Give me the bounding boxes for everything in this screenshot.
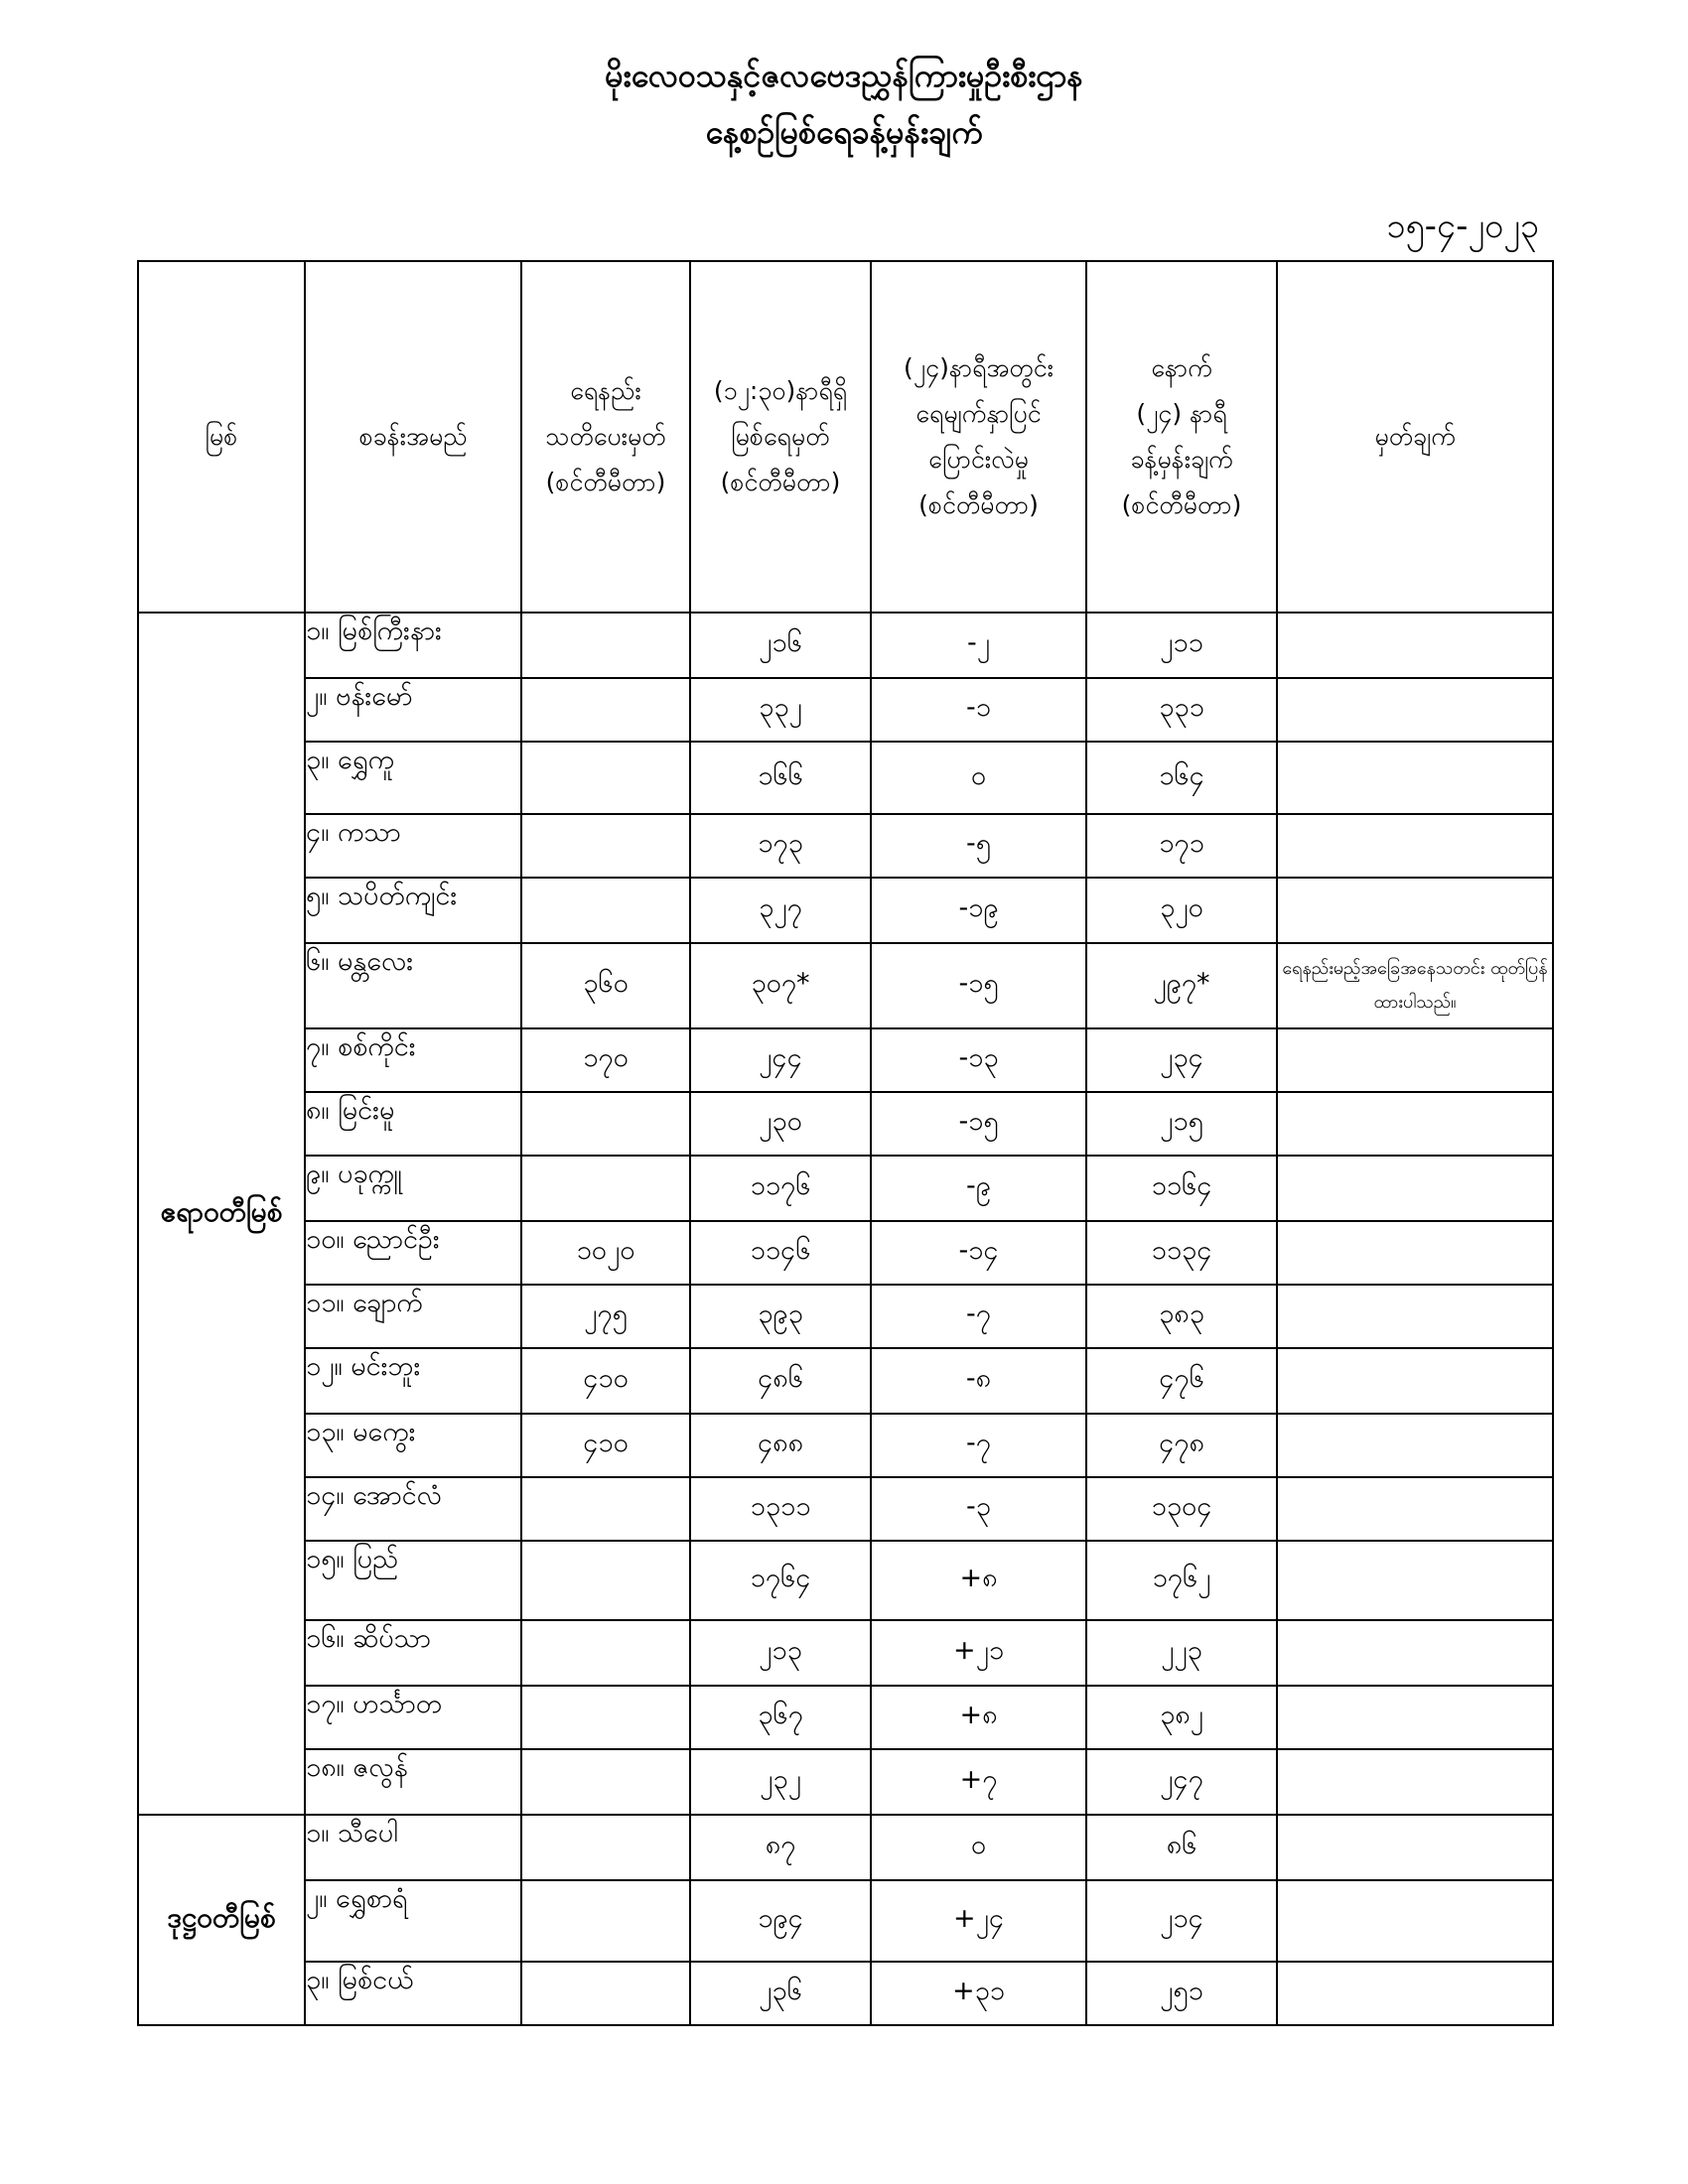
table-row (138, 1962, 1553, 2025)
forecast-level: ၂၄၇ (1086, 1749, 1277, 1815)
table-row (138, 1477, 1553, 1541)
level-change: -၈ (871, 1348, 1086, 1414)
station-name: ၇။ စစ်ကိုင်း (305, 1028, 521, 1092)
river-header: မြစ် (138, 261, 305, 613)
table-row (138, 1156, 1553, 1221)
level-change: +၂၄ (871, 1880, 1086, 1962)
table-row (138, 1686, 1553, 1749)
station-name: ၁၁။ ချောက် (305, 1285, 521, 1348)
table-row (138, 1221, 1553, 1285)
report-date: ၁၅-၄-၂၀၂၃ (1386, 206, 1539, 246)
station-name: ၁၅။ ပြည် (305, 1541, 521, 1620)
level-change: -၁ (871, 678, 1086, 742)
table-row (138, 943, 1553, 1028)
level-change: -၇ (871, 1414, 1086, 1477)
current-level: ၃၆၇ (690, 1686, 871, 1749)
station-name: ၂။ ဗန်းမော် (305, 678, 521, 742)
station-name: ၁၆။ ဆိပ်သာ (305, 1620, 521, 1686)
current-level: ၁၃၁၁ (690, 1477, 871, 1541)
forecast-level: ၁၁၆၄ (1086, 1156, 1277, 1221)
danger-level: ၁၇၀ (521, 1028, 690, 1092)
danger-level (521, 1620, 690, 1686)
station-name: ၅။ သပိတ်ကျင်း (305, 878, 521, 943)
station-name: ၈။ မြင်းမူ (305, 1092, 521, 1156)
danger-level (521, 1880, 690, 1962)
danger-level: ၄၁၀ (521, 1348, 690, 1414)
table-row (138, 1620, 1553, 1686)
level-change: +၇ (871, 1749, 1086, 1815)
current-level: ၂၃၀ (690, 1092, 871, 1156)
level-change: -၇ (871, 1285, 1086, 1348)
danger-level (521, 1092, 690, 1156)
table-row (138, 1285, 1553, 1348)
danger-level (521, 1815, 690, 1880)
remark (1277, 1156, 1553, 1221)
remark: ရေနည်းမည့်အခြေအနေသတင်း ထုတ်ပြန်ထားပါသည်။ (1277, 943, 1553, 1028)
table-row (138, 1348, 1553, 1414)
danger-level (521, 613, 690, 678)
remark (1277, 1686, 1553, 1749)
header-row (138, 261, 1553, 613)
danger-level (521, 1749, 690, 1815)
report-title: နေ့စဉ်မြစ်ရေခန့်မှန်းချက် (705, 113, 983, 151)
table-row (138, 742, 1553, 814)
current-level: ၈၇ (690, 1815, 871, 1880)
level-change: -၃ (871, 1477, 1086, 1541)
current-level: ၁၁၄၆ (690, 1221, 871, 1285)
remark (1277, 814, 1553, 878)
danger-level (521, 814, 690, 878)
table-row (138, 814, 1553, 878)
danger-level: ၂၇၅ (521, 1285, 690, 1348)
forecast-level: ၃၈၃ (1086, 1285, 1277, 1348)
forecast-level: ၃၈၂ (1086, 1686, 1277, 1749)
remark (1277, 1221, 1553, 1285)
remark (1277, 678, 1553, 742)
remark (1277, 1541, 1553, 1620)
current-level: ၄၈၆ (690, 1348, 871, 1414)
danger-level: ၁၀၂၀ (521, 1221, 690, 1285)
level-change: -၁၅ (871, 943, 1086, 1028)
current-level: ၂၃၆ (690, 1962, 871, 2025)
station-name: ၉။ ပခုက္ကူ (305, 1156, 521, 1221)
level-change: ၀ (871, 742, 1086, 814)
remark (1277, 742, 1553, 814)
level-change: ၀ (871, 1815, 1086, 1880)
forecast-level: ၂၉၇* (1086, 943, 1277, 1028)
remark (1277, 613, 1553, 678)
river-name: ဧရာဝတီမြစ် (138, 613, 305, 1815)
current-level: ၃၀၇* (690, 943, 871, 1028)
danger-level (521, 742, 690, 814)
current-level: ၁၉၄ (690, 1880, 871, 1962)
department-title: မိုးလေဝသနှင့်ဇလဗေဒညွှန်ကြားမှုဦးစီးဌာန (605, 57, 1083, 94)
table-row (138, 1092, 1553, 1156)
table-row (138, 1880, 1553, 1962)
station-name: ၁၈။ ဇလွန် (305, 1749, 521, 1815)
level-change: -၁၉ (871, 878, 1086, 943)
remark (1277, 1028, 1553, 1092)
remark (1277, 1092, 1553, 1156)
current-level: ၂၃၂ (690, 1749, 871, 1815)
current-level: ၂၁၃ (690, 1620, 871, 1686)
forecast-level: ၄၇၆ (1086, 1348, 1277, 1414)
table-row (138, 878, 1553, 943)
table-row (138, 613, 1553, 678)
table-row (138, 1815, 1553, 1880)
river-name: ဒုဋ္ဌဝတီမြစ် (138, 1815, 305, 2025)
table-row (138, 678, 1553, 742)
level-change: -၁၃ (871, 1028, 1086, 1092)
forecast-level: ၈၆ (1086, 1815, 1277, 1880)
forecast-level: ၁၃၀၄ (1086, 1477, 1277, 1541)
station-name: ၁။ သီပေါ (305, 1815, 521, 1880)
forecast-level: ၃၃၁ (1086, 678, 1277, 742)
remark (1277, 1620, 1553, 1686)
current-level: ၁၇၃ (690, 814, 871, 878)
danger-level: ၃၆၀ (521, 943, 690, 1028)
level-change: -၉ (871, 1156, 1086, 1221)
forecast-level: ၃၂၀ (1086, 878, 1277, 943)
danger-level (521, 1962, 690, 2025)
remark (1277, 1414, 1553, 1477)
forecast-level: ၂၅၁ (1086, 1962, 1277, 2025)
remark (1277, 1348, 1553, 1414)
current-level: ၄၈၈ (690, 1414, 871, 1477)
current-level: ၁၁၇၆ (690, 1156, 871, 1221)
current-level: ၂၄၄ (690, 1028, 871, 1092)
forecast-level: ၁၆၄ (1086, 742, 1277, 814)
river-forecast-table (137, 260, 1554, 2026)
current-level: ၃၃၂ (690, 678, 871, 742)
danger-level-header: ရေနည်း သတိပေးမှတ် (စင်တီမီတာ) (521, 261, 690, 613)
danger-level (521, 1541, 690, 1620)
danger-level (521, 678, 690, 742)
current-level: ၁၆၆ (690, 742, 871, 814)
level-change: -၂ (871, 613, 1086, 678)
station-name: ၁၂။ မင်းဘူး (305, 1348, 521, 1414)
level-change: -၁၅ (871, 1092, 1086, 1156)
remark (1277, 878, 1553, 943)
forecast-level: ၁၇၁ (1086, 814, 1277, 878)
table-row (138, 1541, 1553, 1620)
table-row (138, 1414, 1553, 1477)
remark (1277, 1815, 1553, 1880)
level-change: +၈ (871, 1541, 1086, 1620)
remark (1277, 1749, 1553, 1815)
station-name: ၁၄။ အောင်လံ (305, 1477, 521, 1541)
danger-level (521, 1686, 690, 1749)
station-name: ၆။ မန္တလေး (305, 943, 521, 1028)
forecast-level: ၂၁၁ (1086, 613, 1277, 678)
station-name: ၁၀။ ညောင်ဦး (305, 1221, 521, 1285)
station-name: ၃။ မြစ်ငယ် (305, 1962, 521, 2025)
station-name: ၃။ ရွှေကူ (305, 742, 521, 814)
current-level: ၂၁၆ (690, 613, 871, 678)
forecast-level: ၂၂၃ (1086, 1620, 1277, 1686)
table-row (138, 1749, 1553, 1815)
remark (1277, 1477, 1553, 1541)
forecast-level: ၂၃၄ (1086, 1028, 1277, 1092)
danger-level (521, 1156, 690, 1221)
danger-level (521, 878, 690, 943)
change-header: (၂၄)နာရီအတွင်း ရေမျက်နှာပြင် ပြောင်းလဲမှု (စင်တီမီတာ) (871, 261, 1086, 613)
station-header: စခန်းအမည် (305, 261, 521, 613)
current-level: ၃၉၃ (690, 1285, 871, 1348)
remark-header: မှတ်ချက် (1277, 261, 1553, 613)
level-change: +၂၁ (871, 1620, 1086, 1686)
level-change: +၃၁ (871, 1962, 1086, 2025)
danger-level: ၄၁၀ (521, 1414, 690, 1477)
current-level-header: (၁၂:၃၀)နာရီရှိ မြစ်ရေမှတ် (စင်တီမီတာ) (690, 261, 871, 613)
station-name: ၂။ ရွှေစာရံ (305, 1880, 521, 1962)
forecast-level: ၂၁၅ (1086, 1092, 1277, 1156)
remark (1277, 1880, 1553, 1962)
level-change: -၁၄ (871, 1221, 1086, 1285)
forecast-header: နောက် (၂၄) နာရီ ခန့်မှန်းချက် (စင်တီမီတာ) (1086, 261, 1277, 613)
remark (1277, 1285, 1553, 1348)
table-row (138, 1028, 1553, 1092)
station-name: ၁၇။ ဟင်္သာတ (305, 1686, 521, 1749)
station-name: ၄။ ကသာ (305, 814, 521, 878)
current-level: ၃၂၇ (690, 878, 871, 943)
remark (1277, 1962, 1553, 2025)
danger-level (521, 1477, 690, 1541)
forecast-level: ၂၁၄ (1086, 1880, 1277, 1962)
current-level: ၁၇၆၄ (690, 1541, 871, 1620)
forecast-level: ၁၇၆၂ (1086, 1541, 1277, 1620)
level-change: -၅ (871, 814, 1086, 878)
level-change: +၈ (871, 1686, 1086, 1749)
forecast-level: ၁၁၃၄ (1086, 1221, 1277, 1285)
station-name: ၁။ မြစ်ကြီးနား (305, 613, 521, 678)
station-name: ၁၃။ မကွေး (305, 1414, 521, 1477)
forecast-level: ၄၇၈ (1086, 1414, 1277, 1477)
